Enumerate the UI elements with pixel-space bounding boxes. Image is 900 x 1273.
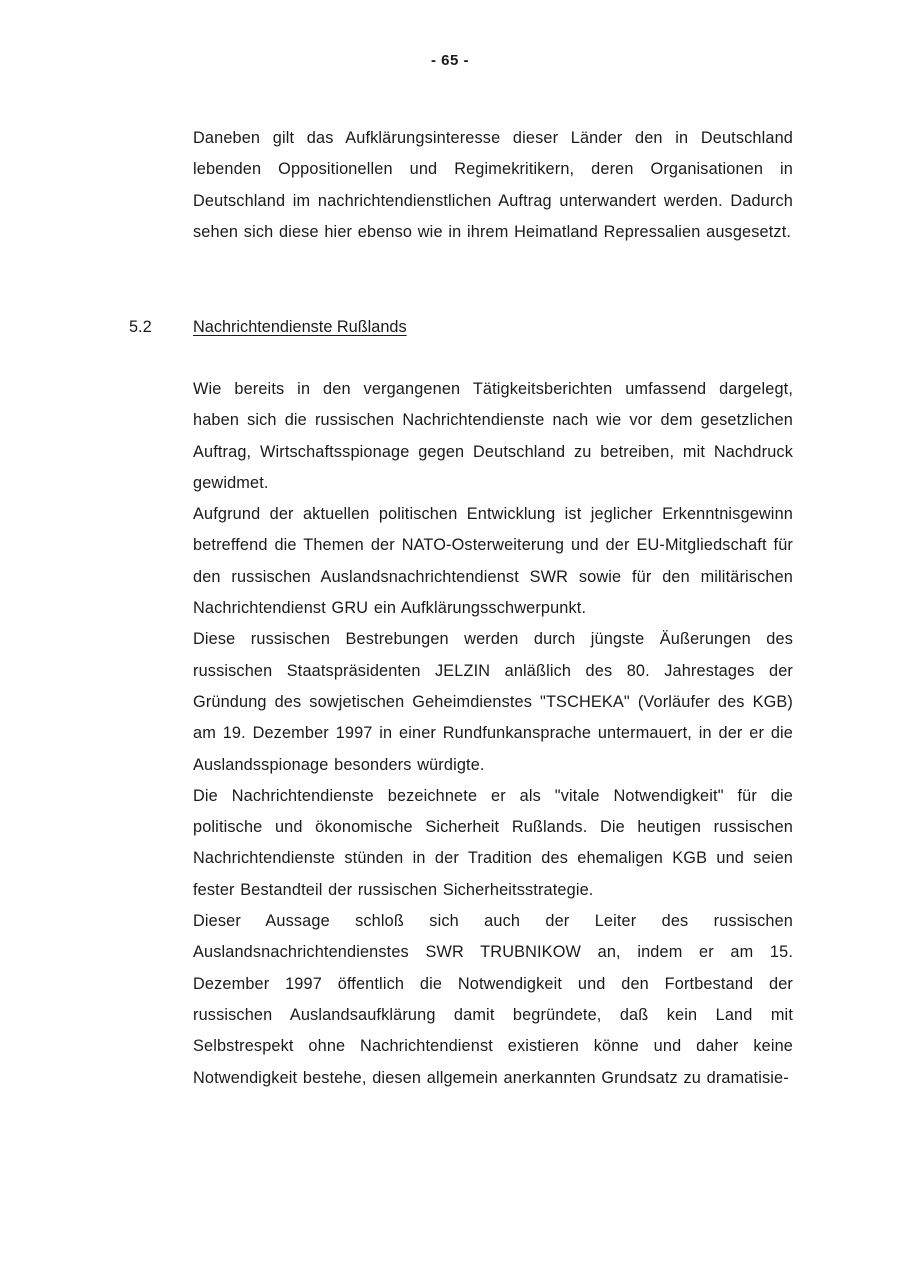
intro-paragraph: Daneben gilt das Aufklärungsinteresse dieser Länder den in Deutschland lebenden Oppositionellen und Regimekritikern, deren Organisationen in Deutschland im nachrichtendienstlichen Auftrag unterwandert werden. Dadurch sehen sich diese hier ebenso wie in ihrem Heimatland Repressalien ausgesetzt.	[193, 129, 793, 241]
section-number: 5.2	[129, 318, 152, 336]
body-paragraph-5: Dieser Aussage schloß sich auch der Leiter des russischen Auslandsnachrichtendienstes SWR TRUBNIKOW an, indem er am 15. Dezember 1997 öffentlich die Notwendigkeit und den Fortbestand der russischen Auslandsaufklärung damit begründete, daß kein Land mit Selbstrespekt ohne Nachrichtendienst existieren könne und daher keine Notwendigkeit bestehe, diesen allgemein anerkannten Grundsatz zu dramatisie-	[193, 912, 793, 1087]
section-body	[193, 374, 793, 1094]
body-paragraph-1: Wie bereits in den vergangenen Tätigkeitsberichten umfassend dargelegt, haben sich die russischen Nachrichtendienste nach wie vor dem gesetzlichen Auftrag, Wirtschaftsspionage gegen Deutschland zu betreiben, mit Nachdruck gewidmet.	[193, 380, 793, 492]
body-paragraph-3: Diese russischen Bestrebungen werden durch jüngste Äußerungen des russischen Staatspräsidenten JELZIN anläßlich des 80. Jahrestages der Gründung des sowjetischen Geheimdienstes "TSCHEKA" (Vorläufer des KGB) am 19. Dezember 1997 in einer Rundfunkansprache untermauert, in der er die Auslandsspionage besonders würdigte.	[193, 630, 793, 774]
page-number: - 65 -	[430, 52, 469, 69]
section-title: Nachrichtendienste Rußlands	[193, 318, 407, 336]
body-paragraph-4: Die Nachrichtendienste bezeichnete er als "vitale Notwendigkeit" für die politische und ökonomische Sicherheit Rußlands. Die heutigen russischen Nachrichtendienste stünden in der Tradition des ehemaligen KGB und seien fester Bestandteil der russischen Sicherheitsstrategie.	[193, 786, 793, 899]
body-paragraph-2: Aufgrund der aktuellen politischen Entwicklung ist jeglicher Erkenntnisgewinn betreffend die Themen der NATO-Osterweiterung und der EU-Mitgliedschaft für den russischen Auslandsnachrichtendienst SWR sowie für den militärischen Nachrichtendienst GRU ein Aufklärungsschwerpunkt.	[193, 505, 793, 618]
